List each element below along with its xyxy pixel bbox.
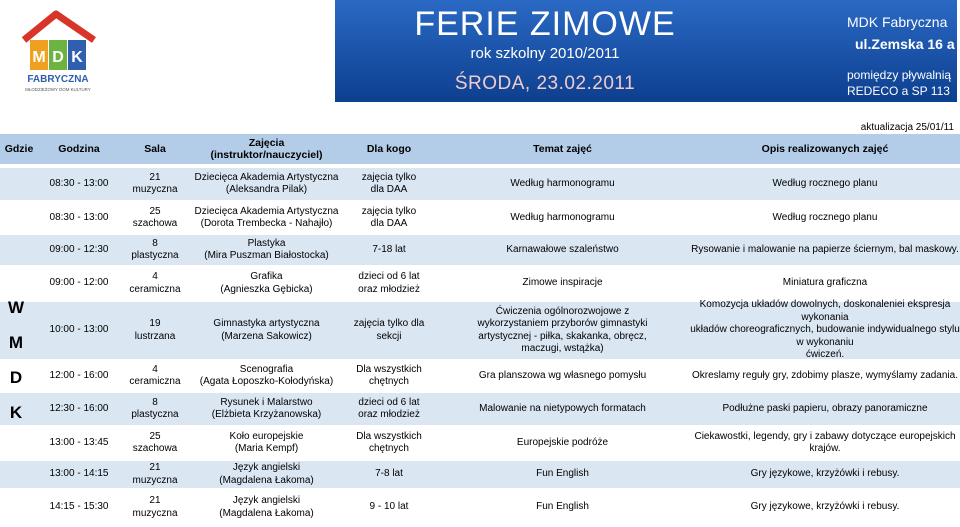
audience-cell: zajęcia tylko dla DAA	[361, 171, 417, 195]
room-cell: 4 ceramiczna	[129, 363, 181, 387]
mdk-logo	[16, 10, 100, 96]
audience-cell: Dla wszystkich chętnych	[356, 363, 422, 387]
topic-cell: Europejskie podróże	[516, 436, 609, 448]
svg-text:MŁODZIEŻOWY DOM KULTURY: MŁODZIEŻOWY DOM KULTURY	[25, 87, 91, 92]
location-line-1: pomiędzy pływalnią	[847, 68, 952, 82]
room-cell: 25 szachowa	[132, 205, 178, 229]
description-cell: Podłużne paski papieru, obrazy panoramiczne	[722, 402, 928, 414]
table-header	[0, 134, 960, 164]
table-row	[0, 491, 960, 524]
mdk-address: ul.Zemska 16 a	[855, 36, 955, 52]
table-row	[0, 461, 960, 488]
topic-cell: Według harmonogramu	[510, 211, 615, 223]
page-title: FERIE ZIMOWE	[414, 5, 676, 43]
topic-cell: Ćwiczenia ogólnorozwojowe z wykorzystaniem przyborów gimnastyki artystycznej - piłka, skakanka, obręcz, maczugi, wstążka)	[477, 305, 648, 354]
activity-cell: Plastyka (Mira Puszman Białostocka)	[204, 237, 329, 261]
time-cell: 12:00 - 16:00	[49, 369, 109, 381]
mdk-name: MDK Fabryczna	[847, 14, 948, 30]
time-cell: 10:00 - 13:00	[49, 324, 109, 336]
title-banner	[335, 0, 957, 102]
side-label-wmdk	[0, 290, 32, 430]
svg-text:D: D	[52, 49, 64, 66]
room-cell: 19 lustrzana	[134, 318, 176, 342]
room-cell: 8 plastyczna	[131, 237, 179, 261]
table-row	[0, 168, 960, 200]
side-letter: D	[9, 367, 23, 387]
room-cell: 21 muzyczna	[132, 171, 178, 195]
description-cell: Gry językowe, krzyżówki i rebusy.	[750, 501, 900, 513]
side-letter: K	[9, 402, 23, 422]
table-row	[0, 203, 960, 233]
room-cell: 25 szachowa	[132, 430, 178, 454]
time-cell: 08:30 - 13:00	[49, 211, 109, 223]
room-cell: 21 muzyczna	[132, 462, 178, 486]
topic-cell: Malowanie na nietypowych formatach	[479, 402, 646, 414]
description-cell: Okreslamy reguły gry, zdobimy plasze, wymyślamy zadania.	[691, 369, 958, 381]
col-header-audience: Dla kogo	[366, 143, 412, 155]
description-cell: Rysowanie i malowanie na papierze ściernym, bal maskowy.	[691, 243, 959, 255]
time-cell: 09:00 - 12:00	[49, 277, 109, 289]
col-header-where: Gdzie	[4, 143, 34, 155]
svg-text:K: K	[71, 49, 83, 66]
activity-cell: Rysunek i Malarstwo (Elżbieta Krzyżanowska)	[211, 396, 322, 420]
table-row	[0, 428, 960, 458]
time-cell: 08:30 - 13:00	[49, 177, 109, 189]
activity-cell: Scenografia (Agata Łoposzko-Kołodyńska)	[199, 363, 334, 387]
svg-text:FABRYCZNA: FABRYCZNA	[27, 74, 89, 85]
time-cell: 09:00 - 12:30	[49, 243, 109, 255]
description-cell: Gry językowe, krzyżówki i rebusy.	[750, 468, 900, 480]
room-cell: 21 muzyczna	[132, 495, 178, 519]
description-cell: Komozycja układów dowolnych, doskonaleniei ekspresja wykonania układów choreograficznych, budowanie indywidualnego stylu w wykonaniu ćwiczeń.	[690, 299, 960, 361]
table-row	[0, 299, 960, 361]
side-letter: M	[8, 332, 24, 352]
room-cell: 8 plastyczna	[131, 396, 179, 420]
table-row	[0, 268, 960, 299]
time-cell: 14:15 - 15:30	[49, 501, 109, 513]
activity-cell: Dziecięca Akademia Artystyczna (Dorota Trembecka - Nahajło)	[194, 205, 339, 229]
audience-cell: 7-18 lat	[372, 243, 406, 255]
description-cell: Ciekawostki, legendy, gry i zabawy dotyczące europejskich krajów.	[694, 430, 956, 454]
activity-cell: Koło europejskie (Maria Kempf)	[229, 430, 304, 454]
col-header-topic: Temat zajęć	[533, 143, 592, 155]
description-cell: Według rocznego planu	[772, 211, 878, 223]
side-letter: W	[7, 297, 25, 317]
activity-cell: Język angielski (Magdalena Łakoma)	[219, 495, 314, 519]
audience-cell: 7-8 lat	[375, 468, 403, 480]
topic-cell: Według harmonogramu	[510, 177, 615, 189]
table-row	[0, 235, 960, 265]
col-header-activity: Zajęcia (instruktor/nauczyciel)	[210, 137, 323, 161]
room-cell: 4 ceramiczna	[129, 271, 181, 295]
topic-cell: Gra planszowa wg własnego pomysłu	[478, 369, 647, 381]
audience-cell: dzieci od 6 lat oraz młodzież	[358, 271, 420, 295]
activity-cell: Język angielski (Magdalena Łakoma)	[219, 462, 314, 486]
audience-cell: dzieci od 6 lat oraz młodzież	[358, 396, 420, 420]
time-cell: 13:00 - 14:15	[49, 468, 109, 480]
description-cell: Miniatura graficzna	[782, 277, 868, 289]
topic-cell: Fun English	[536, 468, 589, 480]
topic-cell: Zimowe inspiracje	[522, 277, 603, 289]
activity-cell: Gimnastyka artystyczna (Marzena Sakowicz)	[213, 318, 320, 342]
page-header	[0, 0, 960, 105]
audience-cell: zajęcia tylko dla DAA	[361, 205, 417, 229]
activity-cell: Grafika (Agnieszka Gębicka)	[220, 271, 313, 295]
table-row	[0, 362, 960, 390]
col-header-description: Opis realizowanych zajęć	[761, 143, 889, 155]
table-row	[0, 393, 960, 425]
update-note: aktualizacja 25/01/11	[860, 122, 954, 133]
description-cell: Według rocznego planu	[772, 177, 878, 189]
audience-cell: zajęcia tylko dla sekcji	[353, 318, 425, 342]
col-header-time: Godzina	[58, 143, 100, 155]
svg-text:M: M	[32, 49, 46, 66]
audience-cell: Dla wszystkich chętnych	[356, 430, 422, 454]
time-cell: 12:30 - 16:00	[49, 402, 109, 414]
col-header-room: Sala	[144, 143, 166, 155]
activity-cell: Dziecięca Akademia Artystyczna (Aleksandra Pilak)	[194, 171, 339, 195]
school-year: rok szkolny 2010/2011	[470, 45, 620, 62]
time-cell: 13:00 - 13:45	[49, 436, 109, 448]
audience-cell: 9 - 10 lat	[369, 501, 409, 513]
location-line-2: REDECO a SP 113	[847, 84, 950, 98]
event-date: ŚRODA, 23.02.2011	[454, 73, 636, 94]
topic-cell: Karnawałowe szaleństwo	[506, 243, 619, 255]
topic-cell: Fun English	[536, 501, 589, 513]
